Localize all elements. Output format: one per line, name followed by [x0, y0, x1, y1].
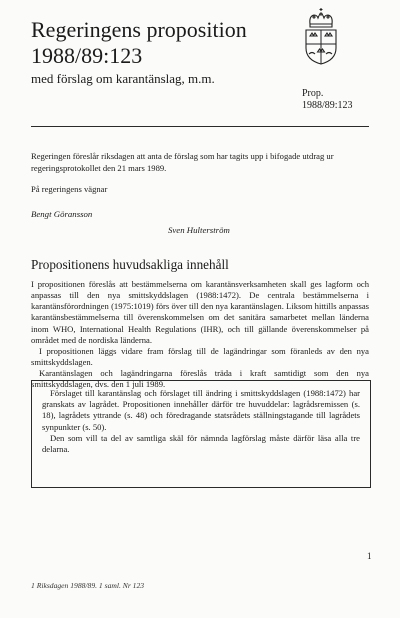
- summary-body: [31, 279, 369, 391]
- signature-rapporteur: Sven Hulterström: [168, 225, 230, 235]
- lagradet-notice-box: [31, 380, 371, 488]
- notice-paragraph: Förslaget till karantänslag och förslaget till ändring i smittskyddslagen (1988:1472) har granskats av lagrådet. Propositionen innehåller därför tre huvuddelar: lagrådsremissen (s. 18), lagrådets yttrande (s. 48) och föredragande statsrådets ställningstagande till lagrådets synpunkter (s. 50).: [42, 388, 360, 432]
- document-number: 1988/89:123: [31, 43, 143, 68]
- page-number: 1: [367, 551, 372, 561]
- document-subtitle: med förslag om karantänslag, m.m.: [31, 71, 215, 86]
- summary-paragraph: I propositionen föreslås att bestämmelserna om karantänsverksamheten skall ges lagform och anpassas till den nya smittskyddslagen (1988:1472). De centrala bestämmelserna i karantänsförordningen (1975:1019) förs över till den nya karantänslagen. Liksom hittills anpassas karantänsbestämmelserna till överenskommelsen om det sanitära samarbetet mellan länderna inom WHO, International Health Regulations (IHR), och till gällande överenskommelser på området med de nordiska länderna.: [31, 279, 369, 345]
- page-footer: 1 Riksdagen 1988/89. 1 saml. Nr 123: [31, 581, 145, 590]
- section-heading: Propositionens huvudsakliga innehåll: [31, 257, 229, 272]
- header-divider: [31, 126, 369, 127]
- document-title: Regeringens proposition: [31, 17, 247, 42]
- on-behalf-line: På regeringens vägnar: [31, 184, 108, 194]
- prop-label: Prop.: [302, 88, 324, 99]
- swedish-royal-crest-icon: [300, 6, 342, 68]
- signature-minister: Bengt Göransson: [31, 209, 93, 219]
- notice-text: [42, 388, 360, 455]
- intro-paragraph: Regeringen föreslår riksdagen att anta de förslag som har tagits upp i bifogade utdrag ur regeringsprotokollet den 21 mars 1989.: [31, 151, 334, 173]
- notice-paragraph: Den som vill ta del av samtliga skäl för nämnda lagförslag måste därför läsa alla tre delarna.: [42, 432, 360, 455]
- prop-number: 1988/89:123: [302, 100, 353, 111]
- summary-paragraph: I propositionen läggs vidare fram förslag till de lagändringar som föranleds av den nya smittskyddslagen.: [31, 345, 369, 368]
- summary-paragraph: Karantänslagen och lagändringarna föreslås träda i kraft samtidigt som den nya smittskyddslagen, dvs. den 1 juli 1989.: [31, 368, 369, 390]
